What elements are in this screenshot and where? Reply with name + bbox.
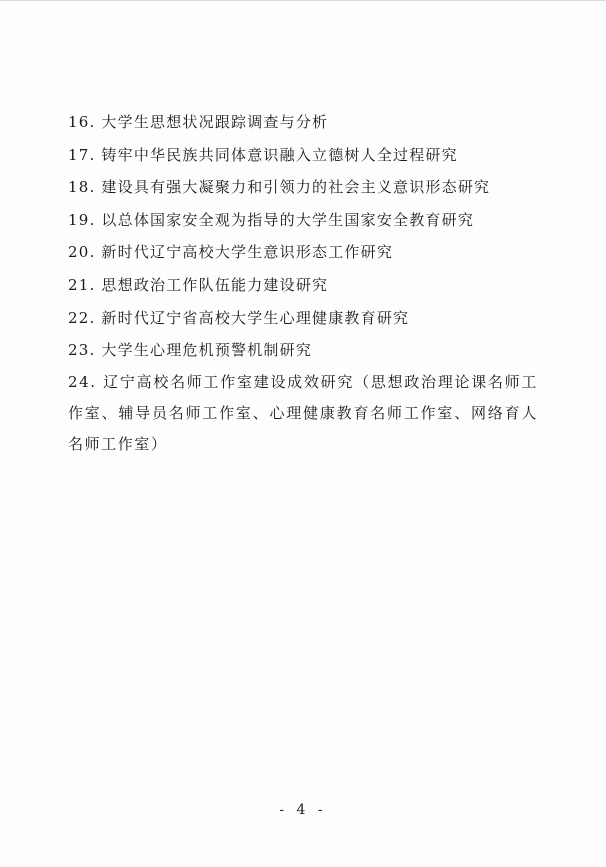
list-item: 19. 以总体国家安全观为指导的大学生国家安全教育研究 <box>68 210 475 229</box>
page-number: - 4 - <box>279 802 327 818</box>
list-item: 22. 新时代辽宁省高校大学生心理健康教育研究 <box>68 308 410 327</box>
list-item: 17. 铸牢中华民族共同体意识融入立德树人全过程研究 <box>68 145 458 164</box>
list-item: 23. 大学生心理危机预警机制研究 <box>68 341 313 360</box>
research-topic-list <box>68 106 538 460</box>
list-item: 18. 建设具有强大凝聚力和引领力的社会主义意识形态研究 <box>68 178 491 197</box>
page-top-edge <box>0 0 606 1</box>
list-item: 21. 思想政治工作队伍能力建设研究 <box>68 275 329 294</box>
list-item: 16. 大学生思想状况跟踪调查与分析 <box>68 113 329 131</box>
list-item: 20. 新时代辽宁高校大学生意识形态工作研究 <box>68 243 394 262</box>
list-item: 24. 辽宁高校名师工作室建设成效研究（思想政治理论课名师工作室、辅导员名师工作室、心理健康教育名师工作室、网络育人名师工作室） <box>68 372 538 453</box>
